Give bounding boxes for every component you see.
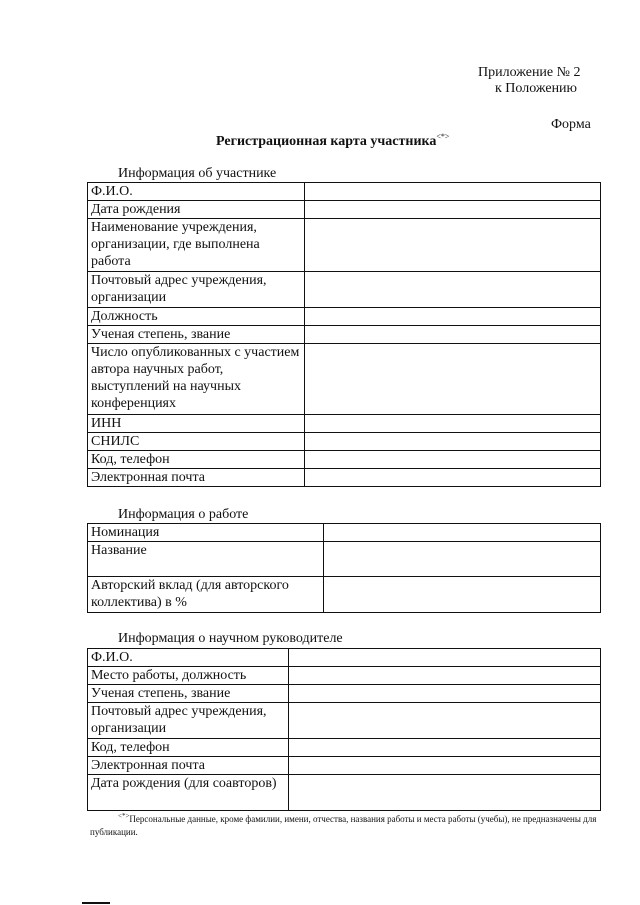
table-row [88,433,601,451]
row-label: Почтовый адрес учреждения, организации [88,272,305,308]
fill-field[interactable] [324,577,601,613]
fill-field[interactable] [305,344,601,415]
table-row [88,542,601,577]
row-label: Название [88,542,324,577]
table-row [88,739,601,757]
table-row [88,183,601,201]
row-label: Дата рождения [88,201,305,219]
title-footnote-mark: <*> [436,132,450,141]
table-row [88,415,601,433]
fill-field[interactable] [305,469,601,487]
participant-table [87,182,601,487]
fill-field[interactable] [289,775,601,811]
fill-field[interactable] [305,326,601,344]
work-table [87,523,601,613]
table-row [88,757,601,775]
table-row [88,326,601,344]
row-label: Электронная почта [88,469,305,487]
row-label: Число опубликованных с участием автора научных работ, выступлений на научных конференциях [88,344,305,415]
fill-field[interactable] [289,739,601,757]
row-label: Ф.И.О. [88,183,305,201]
row-label: СНИЛС [88,433,305,451]
table-row [88,577,601,613]
table-row [88,451,601,469]
row-label: Номинация [88,524,324,542]
table-row [88,685,601,703]
regulation-label: к Положению [495,81,578,96]
table-row [88,524,601,542]
fill-field[interactable] [305,183,601,201]
table-row [88,469,601,487]
fill-field[interactable] [324,524,601,542]
fill-field[interactable] [289,703,601,739]
participant-section-heading: Информация об участнике [118,166,277,181]
appendix-label: Приложение № 2 [478,65,581,80]
row-label: Код, телефон [88,451,305,469]
fill-field[interactable] [289,667,601,685]
table-row [88,308,601,326]
document-title [216,132,449,150]
document-title-text: Регистрационная карта участника [216,134,437,149]
fill-field[interactable] [305,219,601,272]
fill-field[interactable] [305,433,601,451]
scan-mark [82,902,110,904]
fill-field[interactable] [324,542,601,577]
table-row [88,201,601,219]
fill-field[interactable] [289,757,601,775]
table-row [88,703,601,739]
work-section-heading: Информация о работе [118,507,249,522]
fill-field[interactable] [305,451,601,469]
fill-field[interactable] [305,415,601,433]
table-row [88,344,601,415]
supervisor-section-heading: Информация о научном руководителе [118,631,343,646]
row-label: Место работы, должность [88,667,289,685]
table-row [88,649,601,667]
footnote [90,810,600,839]
supervisor-table [87,648,601,811]
footnote-mark: <*> [118,812,130,820]
table-row [88,667,601,685]
fill-field[interactable] [289,685,601,703]
footnote-text: Персональные данные, кроме фамилии, имени, отчества, названия работы и места работы (учебы), не предназначены для публикации. [90,814,597,837]
row-label: Наименование учреждения, организации, где выполнена работа [88,219,305,272]
row-label: Ученая степень, звание [88,685,289,703]
row-label: Ученая степень, звание [88,326,305,344]
row-label: Электронная почта [88,757,289,775]
table-row [88,775,601,811]
fill-field[interactable] [305,272,601,308]
table-row [88,272,601,308]
table-row [88,219,601,272]
row-label: Ф.И.О. [88,649,289,667]
row-label: ИНН [88,415,305,433]
fill-field[interactable] [305,308,601,326]
row-label: Дата рождения (для соавторов) [88,775,289,811]
row-label: Авторский вклад (для авторского коллектива) в % [88,577,324,613]
fill-field[interactable] [305,201,601,219]
row-label: Должность [88,308,305,326]
form-label: Форма [551,117,591,132]
row-label: Почтовый адрес учреждения, организации [88,703,289,739]
row-label: Код, телефон [88,739,289,757]
fill-field[interactable] [289,649,601,667]
